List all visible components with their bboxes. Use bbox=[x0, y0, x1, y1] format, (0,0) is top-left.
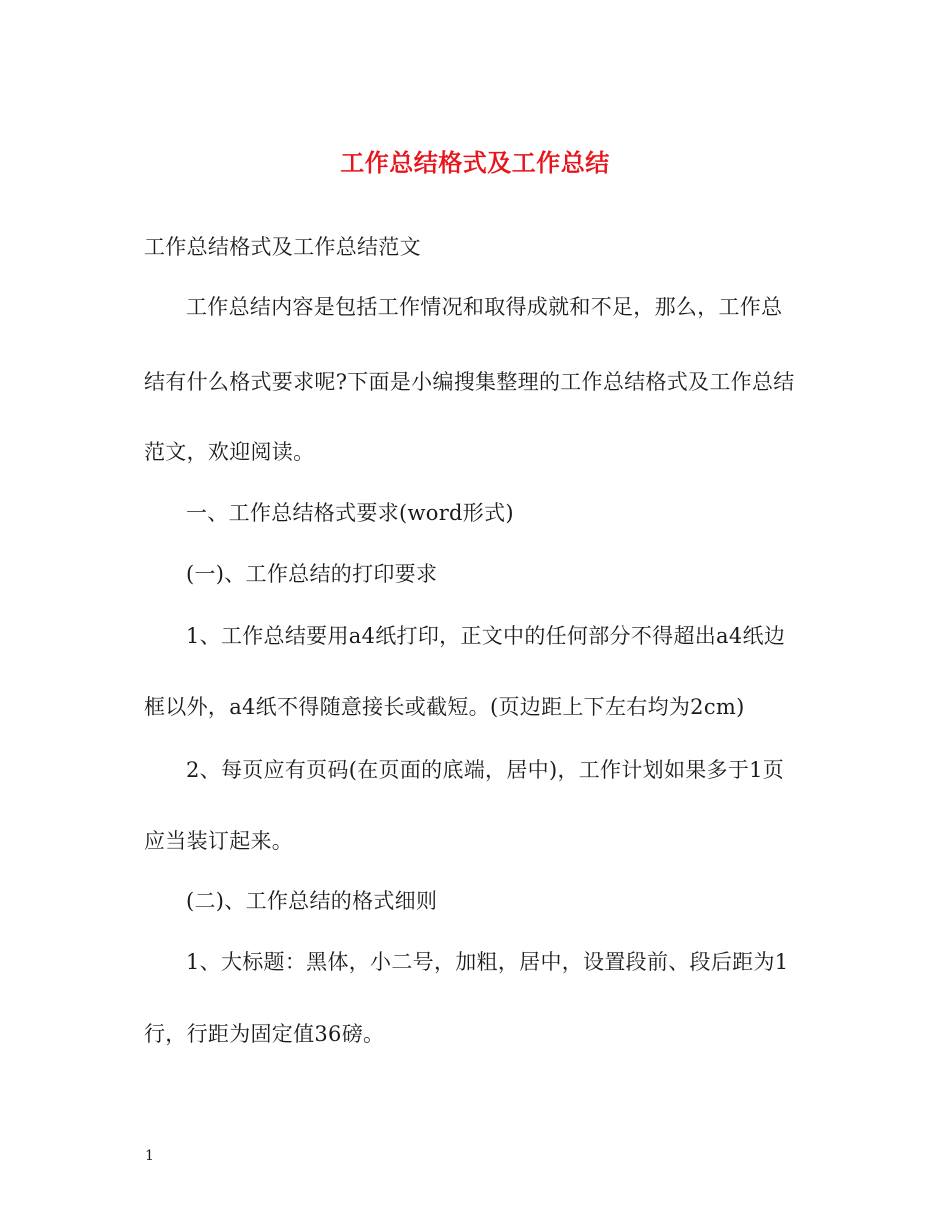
document-title: 工作总结格式及工作总结 bbox=[340, 148, 610, 177]
paragraph-line: 范文，欢迎阅读。 bbox=[144, 440, 315, 464]
paragraph-line: 结有什么格式要求呢?下面是小编搜集整理的工作总结格式及工作总结 bbox=[144, 370, 795, 394]
paragraph-line: 应当装订起来。 bbox=[144, 829, 294, 853]
subsection-heading: (二)、工作总结的格式细则 bbox=[186, 889, 438, 913]
paragraph-line: 行，行距为固定值36磅。 bbox=[144, 1022, 385, 1046]
subsection-heading: (一)、工作总结的打印要求 bbox=[186, 562, 438, 586]
section-heading: 一、工作总结格式要求(word形式) bbox=[186, 501, 514, 525]
paragraph-line: 工作总结内容是包括工作情况和取得成就和不足，那么，工作总 bbox=[186, 295, 783, 319]
paragraph-line: 1、大标题：黑体，小二号，加粗，居中，设置段前、段后距为1 bbox=[186, 950, 789, 974]
paragraph-line: 2、每页应有页码(在页面的底端，居中)，工作计划如果多于1页 bbox=[186, 758, 785, 782]
page-number: 1 bbox=[145, 1148, 154, 1164]
paragraph-line: 框以外，a4纸不得随意接长或截短。(页边距上下左右均为2cm) bbox=[144, 695, 745, 719]
document-subtitle: 工作总结格式及工作总结范文 bbox=[144, 235, 421, 259]
paragraph-line: 1、工作总结要用a4纸打印，正文中的任何部分不得超出a4纸边 bbox=[186, 624, 786, 648]
